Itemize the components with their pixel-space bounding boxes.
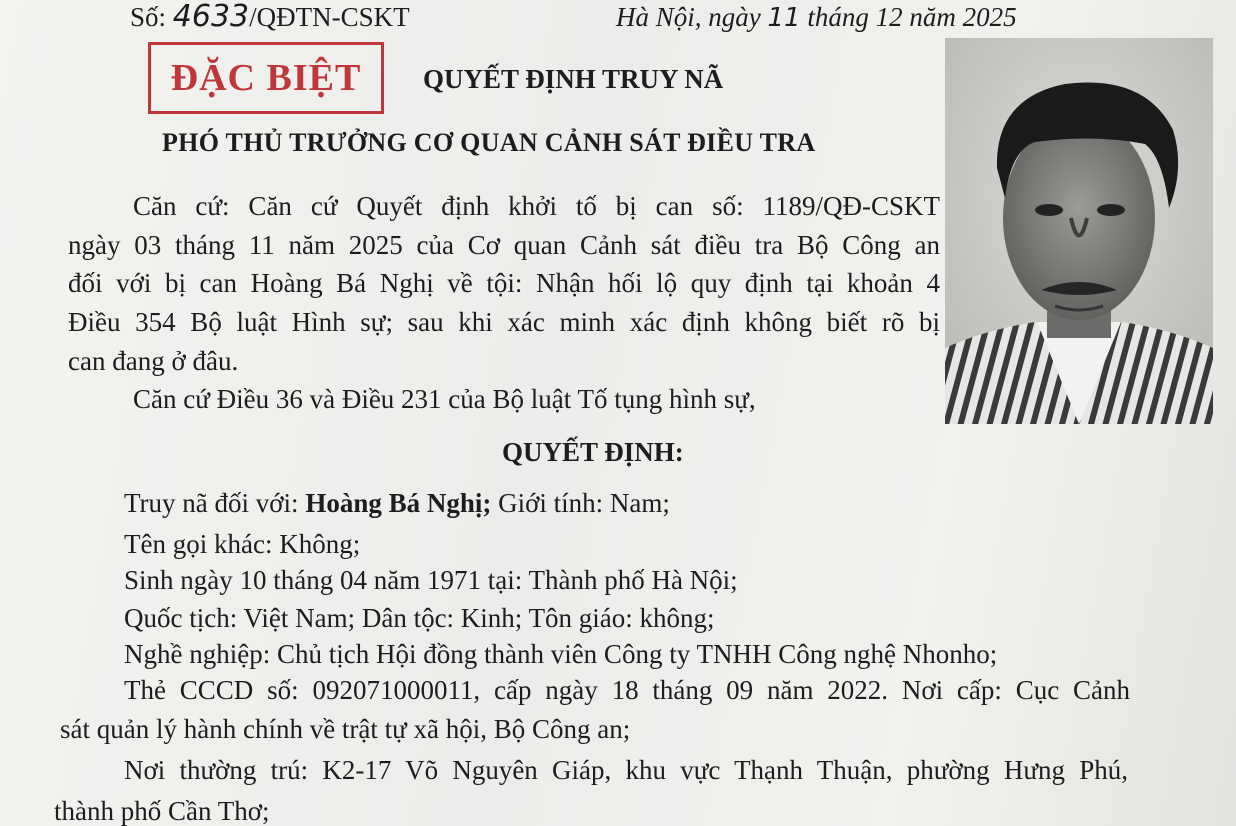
suspect-portrait-photo — [945, 38, 1213, 424]
wanted-name: Hoàng Bá Nghị; — [305, 488, 492, 518]
residence-line-1: Nơi thường trú: K2-17 Võ Nguyên Giáp, khu vực Thạnh Thuận, phường Hưng Phú, — [124, 755, 1128, 785]
date-prefix: Hà Nội, ngày — [616, 2, 768, 32]
document-number-suffix: /QĐTN-CSKT — [249, 2, 410, 32]
document-title: QUYẾT ĐỊNH TRUY NÃ — [423, 64, 724, 94]
alias-line: Tên gọi khác: Không; — [124, 529, 361, 559]
basis-line-2: ngày 03 tháng 11 năm 2025 của Cơ quan Cảnh sát điều tra Bộ Công an — [68, 230, 940, 260]
special-stamp: ĐẶC BIỆT — [148, 42, 384, 114]
birth-line: Sinh ngày 10 tháng 04 năm 1971 tại: Thành phố Hà Nội; — [124, 565, 738, 595]
basis-line-4: Điều 354 Bộ luật Hình sự; sau khi xác minh xác định không biết rõ bị — [68, 307, 940, 337]
basis-line-5: can đang ở đâu. — [68, 346, 239, 376]
residence-line-2: thành phố Cần Thơ; — [54, 796, 270, 826]
date-day-handwritten: 11 — [767, 3, 801, 33]
document-number — [130, 2, 410, 32]
wanted-prefix: Truy nã đối với: — [124, 488, 306, 518]
basis-line-1: Căn cứ: Căn cứ Quyết định khởi tố bị can số: 1189/QĐ-CSKT — [133, 191, 940, 221]
document-number-prefix: Số: — [130, 2, 173, 32]
document-date — [616, 4, 1017, 31]
basis-line-3: đối với bị can Hoàng Bá Nghị về tội: Nhận hối lộ quy định tại khoản 4 — [68, 268, 940, 298]
nationality-line: Quốc tịch: Việt Nam; Dân tộc: Kinh; Tôn giáo: không; — [124, 603, 715, 633]
basis-line-6: Căn cứ Điều 36 và Điều 231 của Bộ luật Tố tụng hình sự, — [133, 384, 756, 414]
id-card-line-1: Thẻ CCCD số: 092071000011, cấp ngày 18 tháng 09 năm 2022. Nơi cấp: Cục Cảnh — [124, 675, 1130, 705]
date-suffix: tháng 12 năm 2025 — [800, 2, 1017, 32]
document-subtitle: PHÓ THỦ TRƯỞNG CƠ QUAN CẢNH SÁT ĐIỀU TRA — [162, 128, 816, 157]
wanted-person-line — [124, 490, 670, 517]
decision-heading: QUYẾT ĐỊNH: — [502, 437, 684, 467]
wanted-gender: Giới tính: Nam; — [491, 488, 670, 518]
occupation-line: Nghề nghiệp: Chủ tịch Hội đồng thành viên Công ty TNHH Công nghệ Nhonho; — [124, 639, 998, 669]
id-card-line-2: sát quản lý hành chính về trật tự xã hội, Bộ Công an; — [60, 714, 631, 744]
document-number-handwritten: 4633 — [172, 0, 250, 34]
